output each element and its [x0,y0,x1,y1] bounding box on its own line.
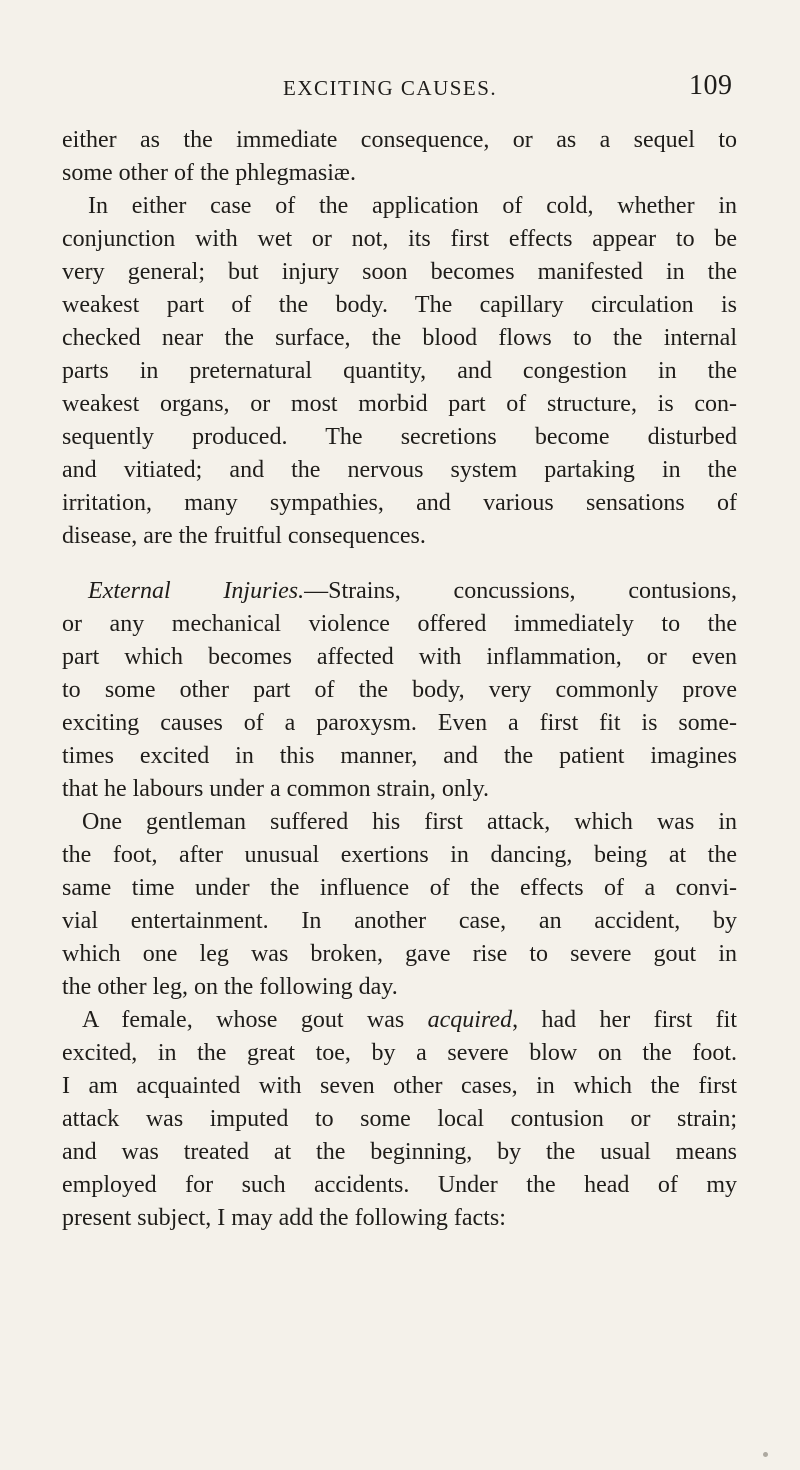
text-line: part which becomes affected with inflammation, or even [62,644,737,670]
text-line: the other leg, on the following day. [62,974,398,1000]
text-line: sequently produced. The secretions become disturbed [62,424,737,450]
heading-run-in: —Strains, concussions, contusions, [304,578,737,604]
text-line: or any mechanical violence offered immediately to the [62,611,737,637]
text-line: checked near the surface, the blood flows to the internal [62,325,737,351]
text-line: attack was imputed to some local contusion or strain; [62,1106,737,1132]
body-text [62,124,737,1235]
text-run: , had her first fit [512,1007,737,1033]
text-line: disease, are the fruitful consequences. [62,523,426,549]
paragraph [62,806,737,1004]
emphasis-text: acquired [427,1007,513,1033]
text-line: In either case of the application of cold, whether in [88,193,737,219]
paragraph [62,190,737,553]
page-number: 109 [689,70,733,101]
section-heading: External Injuries. [88,578,305,604]
text-line: I am acquainted with seven other cases, in which the first [62,1073,737,1099]
text-line [62,1004,737,1037]
running-head [0,70,800,110]
text-line: irritation, many sympathies, and various sensations of [62,490,737,516]
text-line: weakest organs, or most morbid part of structure, is con- [62,391,737,417]
text-line: weakest part of the body. The capillary circulation is [62,292,737,318]
text-line: some other of the phlegmasiæ. [62,160,356,186]
text-line: times excited in this manner, and the patient imagines [62,743,737,769]
text-line: either as the immediate consequence, or as a sequel to [62,127,737,153]
paragraph [62,575,737,806]
text-line: and vitiated; and the nervous system partaking in the [62,457,737,483]
paragraph [62,124,737,190]
paragraph [62,1004,737,1235]
text-line: parts in preternatural quantity, and congestion in the [62,358,737,384]
text-line [62,575,737,608]
text-line: and was treated at the beginning, by the usual means [62,1139,737,1165]
text-line: exciting causes of a paroxysm. Even a first fit is some- [62,710,737,736]
text-line: present subject, I may add the following facts: [62,1205,506,1231]
text-run: A female, whose gout was [82,1007,428,1033]
paper-stain [763,1452,768,1457]
text-line: to some other part of the body, very commonly prove [62,677,737,703]
text-line: the foot, after unusual exertions in dancing, being at the [62,842,737,868]
paragraph-gap [62,553,737,575]
text-line: conjunction with wet or not, its first effects appear to be [62,226,737,252]
text-line: vial entertainment. In another case, an accident, by [62,908,737,934]
text-line: One gentleman suffered his first attack, which was in [82,809,737,835]
text-line: very general; but injury soon becomes manifested in the [62,259,737,285]
text-line: excited, in the great toe, by a severe blow on the foot. [62,1040,737,1066]
text-line: that he labours under a common strain, only. [62,776,490,802]
text-line: employed for such accidents. Under the head of my [62,1172,737,1198]
text-line: which one leg was broken, gave rise to severe gout in [62,941,737,967]
text-line: same time under the influence of the effects of a convi- [62,875,737,901]
running-title: EXCITING CAUSES. [283,76,498,100]
